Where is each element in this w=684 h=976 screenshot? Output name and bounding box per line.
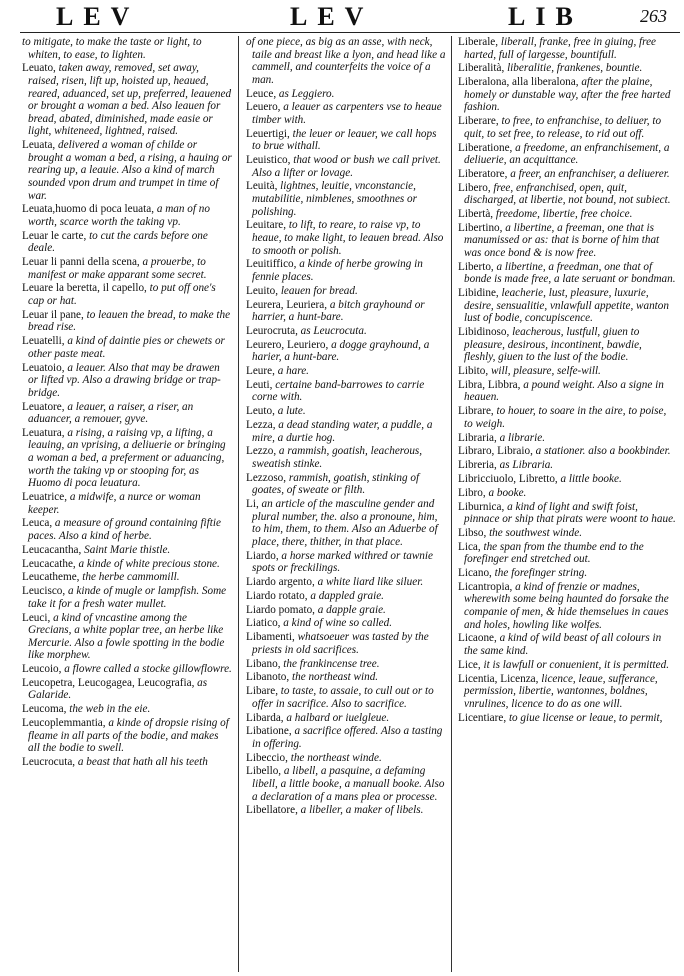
entry-definition: a midwife, a nurce or woman keeper. bbox=[28, 491, 201, 516]
entry-definition: an article of the masculine gender and plural number, the. also a pronoune, him, to him, them, to them. Also an Aduerbe of place, there, thither, in that place. bbox=[252, 498, 438, 548]
entry-headword: Libeccio, bbox=[246, 751, 288, 764]
entry-headword: Liberatione, bbox=[458, 141, 513, 154]
dictionary-entry bbox=[246, 405, 446, 418]
dictionary-entry bbox=[22, 544, 232, 557]
entry-headword: Leuce, bbox=[246, 87, 277, 100]
entry-headword: Leuatelli, bbox=[22, 335, 65, 348]
entry-definition: the frankincense tree. bbox=[280, 657, 380, 670]
header-center-guideword: LEV bbox=[290, 2, 374, 31]
entry-definition: leacherous, lustfull, giuen to pleasure, desirous, incontinent, bawdie, fleshly, giuen to the lust of the bodie. bbox=[464, 326, 642, 364]
dictionary-entry bbox=[458, 62, 676, 75]
dictionary-entry bbox=[246, 285, 446, 298]
entry-definition: freedome, libertie, free choice. bbox=[493, 208, 633, 221]
dictionary-entry bbox=[458, 541, 676, 566]
dictionary-entry bbox=[246, 685, 446, 710]
entry-headword: Libarda, bbox=[246, 711, 284, 724]
column-divider-1 bbox=[238, 36, 239, 972]
dictionary-entry bbox=[22, 335, 232, 360]
entry-definition: a measure of ground containing fiftie paces. Also a kind of herbe. bbox=[28, 517, 221, 542]
entry-headword: Leuatore, bbox=[22, 400, 65, 413]
entry-definition: as Leggiero. bbox=[276, 87, 335, 100]
dictionary-entry bbox=[246, 617, 446, 630]
entry-definition: a dappled graie. bbox=[307, 589, 384, 602]
dictionary-entry bbox=[246, 498, 446, 548]
entry-headword: Leuatoio, bbox=[22, 361, 65, 374]
dictionary-entry bbox=[246, 379, 446, 404]
column-2 bbox=[246, 36, 446, 972]
entry-headword: Li, bbox=[246, 498, 259, 511]
entry-definition: a kind of daintie pies or chewets or other paste meat. bbox=[28, 335, 225, 360]
entry-headword: Libertà, bbox=[458, 208, 494, 221]
entry-definition: a little booke. bbox=[557, 472, 622, 485]
entry-definition: as Leucrocuta. bbox=[297, 324, 367, 337]
dictionary-entry bbox=[22, 230, 232, 255]
entry-headword: Libidinoso, bbox=[458, 326, 510, 339]
header-left-guideword: LEV bbox=[56, 2, 140, 31]
entry-definition: to taste, to assaie, to cull out or to offer in sacrifice. Also to sacrifice. bbox=[252, 685, 434, 710]
entry-headword: Leurero, Leuriero, bbox=[246, 338, 329, 351]
entry-headword: Librare, bbox=[458, 405, 494, 418]
dictionary-entry bbox=[22, 717, 232, 755]
dictionary-entry bbox=[458, 222, 676, 260]
dictionary-entry bbox=[458, 432, 676, 445]
entry-definition: a kinde of dropsie rising of fleame in all parts of the bodie, and makes all the bodie to swell. bbox=[28, 717, 229, 755]
entry-definition: a white liard like siluer. bbox=[314, 576, 424, 589]
entry-definition: a kind of vncastine among the Grecians, a white poplar tree, an herbe like Mercurie. Also a fowle spotting in the bodie like morphew. bbox=[28, 611, 225, 662]
entry-definition: a freer, an enfranchiser, a deliuerer. bbox=[507, 167, 670, 180]
dictionary-entry bbox=[458, 632, 676, 657]
entry-definition: the herbe cammomill. bbox=[79, 571, 180, 584]
entry-headword: Lezza, bbox=[246, 419, 276, 432]
entry-definition: to giue license or leaue, to permit, bbox=[506, 711, 663, 724]
entry-headword: Libertino, bbox=[458, 221, 503, 234]
dictionary-entry bbox=[246, 154, 446, 179]
entry-definition: a librarie. bbox=[496, 431, 545, 444]
entry-definition: to lift, to reare, to raise vp, to heaue, to make light, to leauen bread. Also to smooth or polish. bbox=[252, 219, 444, 257]
dictionary-entry bbox=[246, 590, 446, 603]
dictionary-entry bbox=[458, 115, 676, 140]
entry-headword: Liatico, bbox=[246, 617, 281, 630]
dictionary-entry bbox=[458, 76, 676, 114]
entry-definition: a booke. bbox=[485, 486, 527, 499]
dictionary-entry bbox=[246, 472, 446, 497]
header-right-guideword: LIB bbox=[508, 2, 583, 31]
entry-headword: Lice, bbox=[458, 658, 481, 671]
entry-headword: Leuito, bbox=[246, 284, 279, 297]
dictionary-entry bbox=[458, 182, 676, 207]
dictionary-entry bbox=[246, 219, 446, 257]
entry-definition: a beast that hath all his teeth bbox=[75, 755, 208, 768]
dictionary-entry bbox=[22, 62, 232, 138]
entry-definition: a prouerbe, to manifest or make apparant some secret. bbox=[28, 256, 207, 281]
entry-headword: Leuatura, bbox=[22, 426, 65, 439]
entry-headword: Leuità, bbox=[246, 180, 278, 193]
entry-headword: Liberare, bbox=[458, 115, 499, 128]
entry-headword: Libreria, bbox=[458, 459, 497, 472]
entry-headword: Leuar li panni della scena, bbox=[22, 256, 140, 269]
dictionary-entry bbox=[22, 36, 232, 61]
entry-definition: to put off one's cap or hat. bbox=[28, 282, 216, 307]
dictionary-entry bbox=[246, 804, 446, 817]
dictionary-entry bbox=[246, 765, 446, 803]
entry-definition: will, pleasure, selfe-will. bbox=[488, 365, 601, 378]
entry-definition: to cut the cards before one deale. bbox=[28, 229, 208, 255]
dictionary-entry bbox=[458, 487, 676, 500]
entry-definition: free, enfranchised, open, quit, discharged, at libertie, not bound, not subiect. bbox=[464, 181, 671, 207]
entry-definition: a kinde of white precious stone. bbox=[75, 557, 220, 570]
column-3 bbox=[458, 36, 676, 972]
column-divider-2 bbox=[451, 36, 452, 972]
entry-headword: Liburnica, bbox=[458, 500, 505, 513]
entry-definition: a man of no worth, scarce worth the taking vp. bbox=[28, 203, 210, 228]
entry-definition: a rammish, goatish, leacherous, sweatish stinke. bbox=[252, 445, 423, 470]
entry-definition: the northeast wind. bbox=[289, 671, 379, 684]
entry-headword: Leuertigi, bbox=[246, 127, 290, 140]
dictionary-entry bbox=[246, 88, 446, 101]
entry-headword: Lezzoso, bbox=[246, 471, 287, 484]
entry-headword: Leucopetra, Leucogagea, Leucografia, bbox=[22, 676, 195, 689]
dictionary-entry bbox=[458, 261, 676, 286]
entry-headword: Libatione, bbox=[246, 725, 292, 738]
entry-headword: Lica, bbox=[458, 540, 481, 553]
entry-headword: Licantropia, bbox=[458, 580, 513, 593]
entry-definition: to leauen the bread, to make the bread rise. bbox=[28, 308, 231, 334]
entry-definition: a sacrifice offered. Also a tasting in offering. bbox=[252, 725, 443, 750]
dictionary-entry bbox=[22, 517, 232, 542]
entry-headword: Leucisco, bbox=[22, 585, 66, 598]
entry-definition: a horse marked withred or tawnie spots or freckilings. bbox=[252, 549, 433, 575]
entry-definition: to mitigate, to make the taste or light, to whiten, to ease, to lighten. bbox=[22, 36, 202, 61]
header-rule bbox=[20, 32, 680, 33]
entry-definition: the southwest winde. bbox=[486, 526, 582, 539]
dictionary-entry bbox=[246, 712, 446, 725]
entry-headword: Libello, bbox=[246, 765, 282, 778]
entry-headword: Licentiare, bbox=[458, 711, 507, 724]
dictionary-entry bbox=[246, 180, 446, 218]
entry-definition: delivered a woman of childe or brought a woman a bed, a rising, a hauing or rearing up, a leauie. Also a kind of march sounded vpon drum and trumpet in time of war. bbox=[28, 139, 232, 202]
entry-headword: Libanoto, bbox=[246, 671, 290, 684]
entry-headword: Leucatheme, bbox=[22, 571, 80, 584]
dictionary-entry bbox=[22, 612, 232, 662]
entry-definition: a lute. bbox=[274, 405, 306, 418]
entry-headword: Leuitiffico, bbox=[246, 258, 297, 271]
entry-headword: Leurocruta, bbox=[246, 324, 298, 337]
entry-definition: a libertine, a freedman, one that of bonde is made free, a late seruant or bondman. bbox=[464, 260, 676, 286]
entry-headword: Leucoplemmantia, bbox=[22, 717, 106, 729]
entry-definition: a kinde of mugle or lampfish. Some take it for a fresh water mullet. bbox=[28, 585, 227, 610]
entry-headword: Leuata,huomo di poca leuata, bbox=[22, 203, 155, 216]
entry-headword: Leure, bbox=[246, 365, 275, 378]
dictionary-entry bbox=[458, 712, 676, 725]
dictionary-entry bbox=[22, 703, 232, 716]
entry-definition: the leuer or leauer, we call hops to brue withall. bbox=[252, 127, 437, 153]
dictionary-entry bbox=[458, 501, 676, 526]
entry-definition: taken away, removed, set away, raised, risen, lift up, hoisted up, heaued, reared, aduanced, set up, preferred, leauened or brought a woman a bed. Also leauen for bread, abated, diminished, made easie or light, whiteneed, lightned, raised. bbox=[28, 62, 232, 138]
entry-headword: Leucoma, bbox=[22, 703, 67, 716]
entry-headword: Leuar le carte, bbox=[22, 229, 87, 242]
dictionary-entry bbox=[22, 309, 232, 334]
entry-definition: liberall, franke, free in giuing, free harted, full of largesse, bountifull. bbox=[464, 36, 657, 61]
dictionary-entry bbox=[246, 101, 446, 126]
entry-headword: Libare, bbox=[246, 685, 278, 698]
entry-definition: a stationer. also a bookbinder. bbox=[532, 445, 671, 458]
entry-definition: of one piece, as big as an asse, with neck, taile and breast like a lyon, and head like a cammell, and counterfeits the voice of a man. bbox=[246, 36, 446, 86]
entry-definition: to free, to enfranchise, to deliuer, to quit, to set free, to release, to rid out off. bbox=[464, 115, 662, 140]
entry-definition: a halbard or iuelgleue. bbox=[283, 711, 390, 724]
dictionary-entry bbox=[458, 405, 676, 430]
entry-headword: Lezzo, bbox=[246, 445, 277, 458]
dictionary-entry bbox=[458, 527, 676, 540]
dictionary-entry bbox=[246, 325, 446, 338]
entry-headword: Libano, bbox=[246, 657, 281, 670]
entry-definition: rammish, goatish, stinking of goates, of sweate or filth. bbox=[252, 471, 420, 497]
entry-headword: Liberto, bbox=[458, 260, 494, 273]
entry-headword: Liberalità, bbox=[458, 62, 505, 75]
dictionary-entry bbox=[458, 365, 676, 378]
entry-headword: Leuatrice, bbox=[22, 491, 68, 504]
entry-headword: Liberale, bbox=[458, 36, 499, 48]
entry-headword: Libellatore, bbox=[246, 804, 298, 817]
entry-headword: Leuitare, bbox=[246, 219, 287, 232]
entry-headword: Liardo rotato, bbox=[246, 589, 308, 602]
entry-definition: the forefinger string. bbox=[491, 567, 588, 580]
dictionary-entry bbox=[458, 142, 676, 167]
dictionary-entry bbox=[246, 419, 446, 444]
dictionary-entry bbox=[458, 445, 676, 458]
dictionary-entry bbox=[246, 445, 446, 470]
dictionary-entry bbox=[22, 256, 232, 281]
dictionary-entry bbox=[246, 752, 446, 765]
entry-definition: a libell, a pasquine, a defaming libell, a little booke, a manuall booke. Also a declaration of a mans plea or processe. bbox=[252, 765, 445, 803]
entry-definition: a libertine, a freeman, one that is manumissed or as: that is borne of him that was once bond & is now free. bbox=[464, 221, 660, 259]
dictionary-entry bbox=[246, 299, 446, 324]
dictionary-entry bbox=[458, 567, 676, 580]
entry-headword: Libito, bbox=[458, 365, 489, 378]
entry-headword: Leuci, bbox=[22, 611, 51, 624]
entry-definition: a kind of frenzie or madnes, wherewith some being haunted do forsake the companie of men, & hide themselues in caues and holes, howling like wolfes. bbox=[464, 580, 669, 631]
entry-definition: licence, leaue, sufferance, permission, libertie, wantonnes, boldnes, vnrulines, licence to do as one will. bbox=[464, 672, 658, 710]
entry-headword: Leurera, Leuriera, bbox=[246, 298, 328, 311]
dictionary-entry bbox=[458, 673, 676, 711]
entry-headword: Licentia, Licenza, bbox=[458, 672, 539, 685]
entry-headword: Libidine, bbox=[458, 287, 499, 300]
entry-definition: a libeller, a maker of libels. bbox=[297, 804, 424, 817]
entry-headword: Leuero, bbox=[246, 101, 281, 114]
dictionary-entry bbox=[246, 128, 446, 153]
dictionary-entry bbox=[246, 604, 446, 617]
entry-definition: a freedome, an enfranchisement, a deliuerie, an acquittance. bbox=[464, 141, 670, 167]
entry-definition: a kinde of herbe growing in fennie places. bbox=[252, 258, 423, 283]
dictionary-entry bbox=[22, 677, 232, 702]
entry-definition: as Galaride. bbox=[28, 676, 208, 702]
entry-headword: Leuato, bbox=[22, 62, 56, 75]
entry-headword: Leuata, bbox=[22, 139, 56, 152]
entry-headword: Libra, Libbra, bbox=[458, 378, 521, 391]
entry-definition: a dapple graie. bbox=[314, 603, 386, 616]
dictionary-entry bbox=[22, 139, 232, 202]
entry-headword: Leuare la beretta, il capello, bbox=[22, 282, 147, 295]
dictionary-entry bbox=[458, 326, 676, 364]
entry-definition: leacherie, lust, pleasure, luxurie, desire, sensualitie, vnlawfull appetite, wanton lust of bodie, concupiscence. bbox=[464, 287, 669, 325]
entry-headword: Liardo argento, bbox=[246, 576, 315, 589]
dictionary-entry bbox=[22, 362, 232, 400]
dictionary-entry bbox=[22, 571, 232, 584]
entry-headword: Liberalona, alla liberalona, bbox=[458, 76, 579, 89]
dictionary-entry bbox=[246, 658, 446, 671]
entry-headword: Leuistico, bbox=[246, 154, 291, 167]
dictionary-entry bbox=[458, 287, 676, 325]
entry-headword: Liardo pomato, bbox=[246, 603, 315, 616]
entry-definition: a dogge grayhound, a harier, a hunt-bare. bbox=[252, 338, 430, 364]
dictionary-entry bbox=[22, 282, 232, 307]
dictionary-entry bbox=[458, 36, 676, 61]
entry-definition: to houer, to soare in the aire, to poise, to weigh. bbox=[464, 405, 667, 430]
dictionary-entry bbox=[22, 203, 232, 228]
dictionary-entry bbox=[246, 671, 446, 684]
dictionary-entry bbox=[22, 663, 232, 676]
entry-definition: a hare. bbox=[274, 365, 309, 378]
entry-definition: the web in the eie. bbox=[66, 703, 151, 716]
entry-headword: Leuti, bbox=[246, 378, 273, 391]
column-1 bbox=[22, 36, 232, 972]
entry-definition: the northeast winde. bbox=[287, 751, 382, 764]
dictionary-entry bbox=[246, 36, 446, 86]
dictionary-entry bbox=[458, 659, 676, 672]
entry-definition: a leauer as carpenters vse to heaue timber with. bbox=[252, 101, 442, 126]
page-number: 263 bbox=[640, 6, 667, 26]
entry-headword: Leucoio, bbox=[22, 663, 62, 676]
entry-definition: a kind of wild beast of all colours in the same kind. bbox=[464, 632, 662, 657]
entry-headword: Leuto, bbox=[246, 405, 275, 418]
entry-headword: Leucacantha, bbox=[22, 543, 82, 556]
entry-definition: that wood or bush we call privet. Also a lifter or lovage. bbox=[252, 154, 441, 179]
dictionary-entry bbox=[246, 258, 446, 283]
entry-definition: liberalitie, frankenes, bountie. bbox=[504, 62, 643, 75]
entry-definition: Saint Marie thistle. bbox=[81, 543, 171, 556]
dictionary-entry bbox=[458, 581, 676, 631]
dictionary-entry bbox=[246, 725, 446, 750]
dictionary-entry bbox=[246, 339, 446, 364]
entry-headword: Liardo, bbox=[246, 549, 279, 562]
dictionary-entry bbox=[246, 550, 446, 575]
entry-definition: a pound weight. Also a signe in heauen. bbox=[464, 378, 664, 404]
entry-definition: a kind of wine so called. bbox=[280, 617, 393, 630]
entry-headword: Leucacathe, bbox=[22, 557, 76, 570]
entry-definition: a dead standing water, a puddle, a mire, a durtie hog. bbox=[252, 419, 433, 444]
dictionary-entry bbox=[22, 756, 232, 769]
dictionary-entry bbox=[246, 576, 446, 589]
entry-definition: a flowre called a stocke gillowflowre. bbox=[61, 663, 232, 676]
entry-definition: as Libraria. bbox=[496, 459, 554, 472]
entry-headword: Libero, bbox=[458, 181, 491, 194]
dictionary-entry bbox=[458, 473, 676, 486]
entry-headword: Licano, bbox=[458, 567, 492, 580]
dictionary-entry bbox=[22, 491, 232, 516]
entry-headword: Libamenti, bbox=[246, 631, 295, 644]
entry-headword: Libraro, Libraio, bbox=[458, 445, 533, 458]
entry-headword: Libraria, bbox=[458, 431, 497, 444]
entry-headword: Libso, bbox=[458, 526, 487, 539]
dictionary-entry bbox=[458, 459, 676, 472]
dictionary-entry bbox=[246, 365, 446, 378]
entry-definition: lightnes, leuitie, vnconstancie, mutabilitie, nimblenes, smoothnes or polishing. bbox=[252, 180, 418, 218]
dictionary-entry bbox=[22, 401, 232, 426]
entry-headword: Libricciuolo, Libretto, bbox=[458, 472, 558, 485]
dictionary-entry bbox=[22, 558, 232, 571]
entry-definition: a bitch grayhound or harrier, a hunt-bare. bbox=[252, 298, 425, 324]
entry-headword: Leucrocuta, bbox=[22, 755, 76, 768]
dictionary-entry bbox=[458, 208, 676, 221]
dictionary-entry bbox=[458, 168, 676, 181]
dictionary-entry bbox=[246, 631, 446, 656]
entry-definition: it is lawfull or conuenient, it is permitted. bbox=[480, 658, 669, 671]
entry-definition: whatsoeuer was tasted by the priests in old sacrifices. bbox=[252, 631, 429, 656]
entry-definition: certaine band-barrowes to carrie corne with. bbox=[252, 378, 425, 404]
entry-headword: Leuca, bbox=[22, 517, 53, 530]
dictionary-entry bbox=[458, 379, 676, 404]
entry-headword: Libro, bbox=[458, 486, 486, 499]
entry-headword: Leuar il pane, bbox=[22, 308, 84, 321]
entry-headword: Liberatore, bbox=[458, 167, 508, 180]
entry-definition: a leauer, a raiser, a riser, an aduancer, a remouer, gyve. bbox=[28, 400, 194, 426]
dictionary-entry bbox=[22, 427, 232, 490]
entry-headword: Licaone, bbox=[458, 632, 497, 645]
entry-definition: the span from the thumbe end to the forefinger end stretched out. bbox=[464, 540, 644, 566]
entry-definition: after the plaine, homely or dunstable way, after the free harted fashion. bbox=[464, 76, 671, 114]
dictionary-entry bbox=[22, 585, 232, 610]
entry-definition: a rising, a raising vp, a lifting, a leauing, an vprising, a deliuerie or bringing a woman a bed, a preferment or aduancing, worth the taking vp or stooping for, as Huomo di poca leuatura. bbox=[28, 426, 226, 490]
entry-definition: a kind of light and swift foist, pinnace or ship that pirats were woont to haue. bbox=[464, 500, 676, 526]
entry-definition: a leauer. Also that may be drawen or lifted vp. Also a drawing bridge or trap-bridge. bbox=[28, 361, 221, 399]
entry-definition: leauen for bread. bbox=[278, 284, 358, 297]
